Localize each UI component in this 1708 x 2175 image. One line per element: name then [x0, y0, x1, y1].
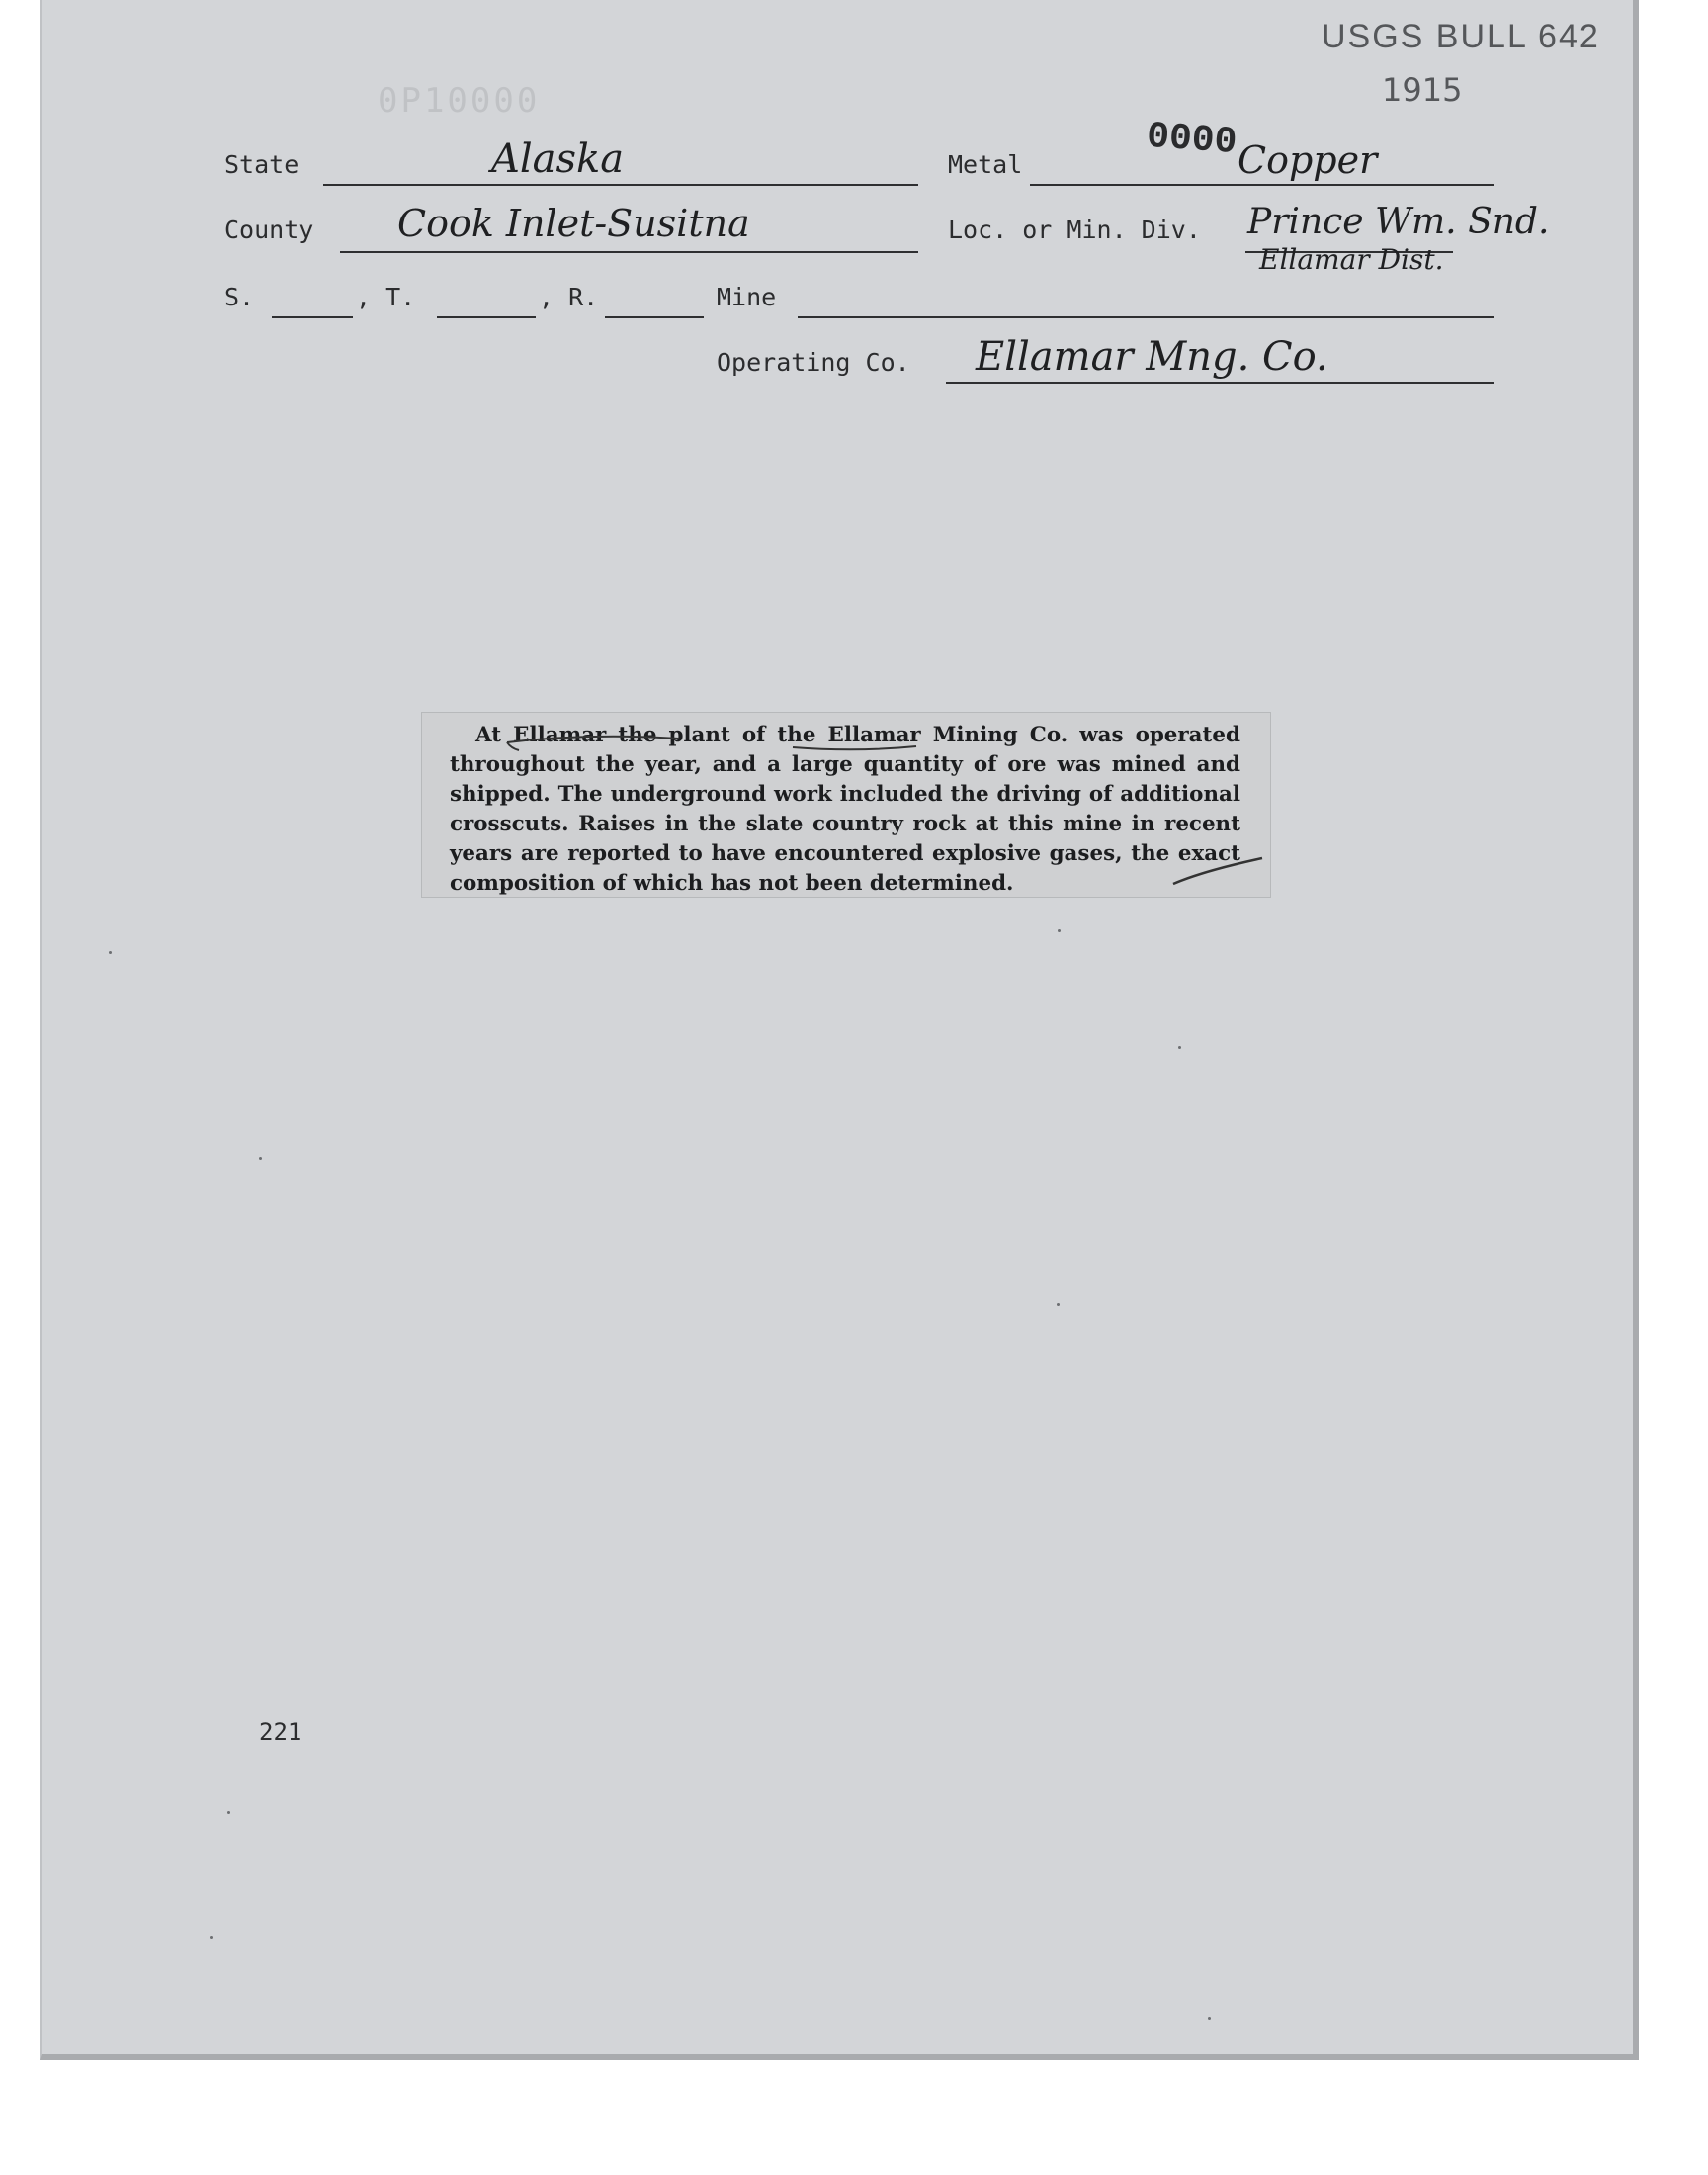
speck: [1208, 2017, 1211, 2020]
county-label: County: [224, 216, 314, 244]
loc-label: Loc. or Min. Div.: [948, 216, 1201, 244]
clipping-text: At Ellamar the plant of the Ellamar Mining Co. was operated throughout the year, and a large quantity of ore was mined and shipped. The underground work included the driving of additional crosscuts. Raises in the slate country rock at this mine in recent years are reported to have encountered explosive gases, the exact composition of which has not been determined.: [450, 723, 1240, 896]
speck: [210, 1936, 213, 1939]
section-label: S.: [224, 283, 255, 311]
pasted-clipping: [421, 712, 1271, 898]
state-line: [323, 184, 918, 186]
mine-label: Mine: [717, 283, 777, 311]
metal-line: [1030, 184, 1494, 186]
faint-serial-stamp: 0P10000: [378, 81, 541, 121]
speck: [1178, 1046, 1181, 1049]
operating-label: Operating Co.: [717, 348, 910, 377]
operating-value: Ellamar Mng. Co.: [976, 334, 1328, 380]
speck: [1058, 929, 1061, 932]
speck: [109, 951, 112, 954]
loc-value-district: Ellamar Dist.: [1259, 243, 1444, 276]
township-line: [437, 316, 536, 318]
range-line: [605, 316, 704, 318]
state-label: State: [224, 150, 299, 179]
county-value: Cook Inlet-Susitna: [397, 202, 750, 245]
speck: [1057, 1303, 1060, 1306]
speck: [259, 1157, 262, 1160]
metal-stamp: 0000: [1145, 115, 1238, 165]
document-sheet: [40, 0, 1639, 2060]
operating-line: [946, 382, 1494, 384]
loc-value: Prince Wm. Snd.: [1247, 202, 1550, 242]
speck: [227, 1811, 230, 1814]
state-value: Alaska: [491, 136, 625, 182]
section-line: [272, 316, 353, 318]
page-number: 221: [259, 1718, 302, 1746]
metal-label: Metal: [948, 150, 1023, 179]
usgs-bulletin-stamp: USGS BULL 642: [1322, 18, 1600, 55]
metal-value: Copper: [1238, 138, 1378, 182]
year-stamp: 1915: [1382, 71, 1463, 109]
range-label: , R.: [539, 283, 599, 311]
mine-line: [798, 316, 1494, 318]
township-label: , T.: [356, 283, 416, 311]
county-line: [340, 251, 918, 253]
